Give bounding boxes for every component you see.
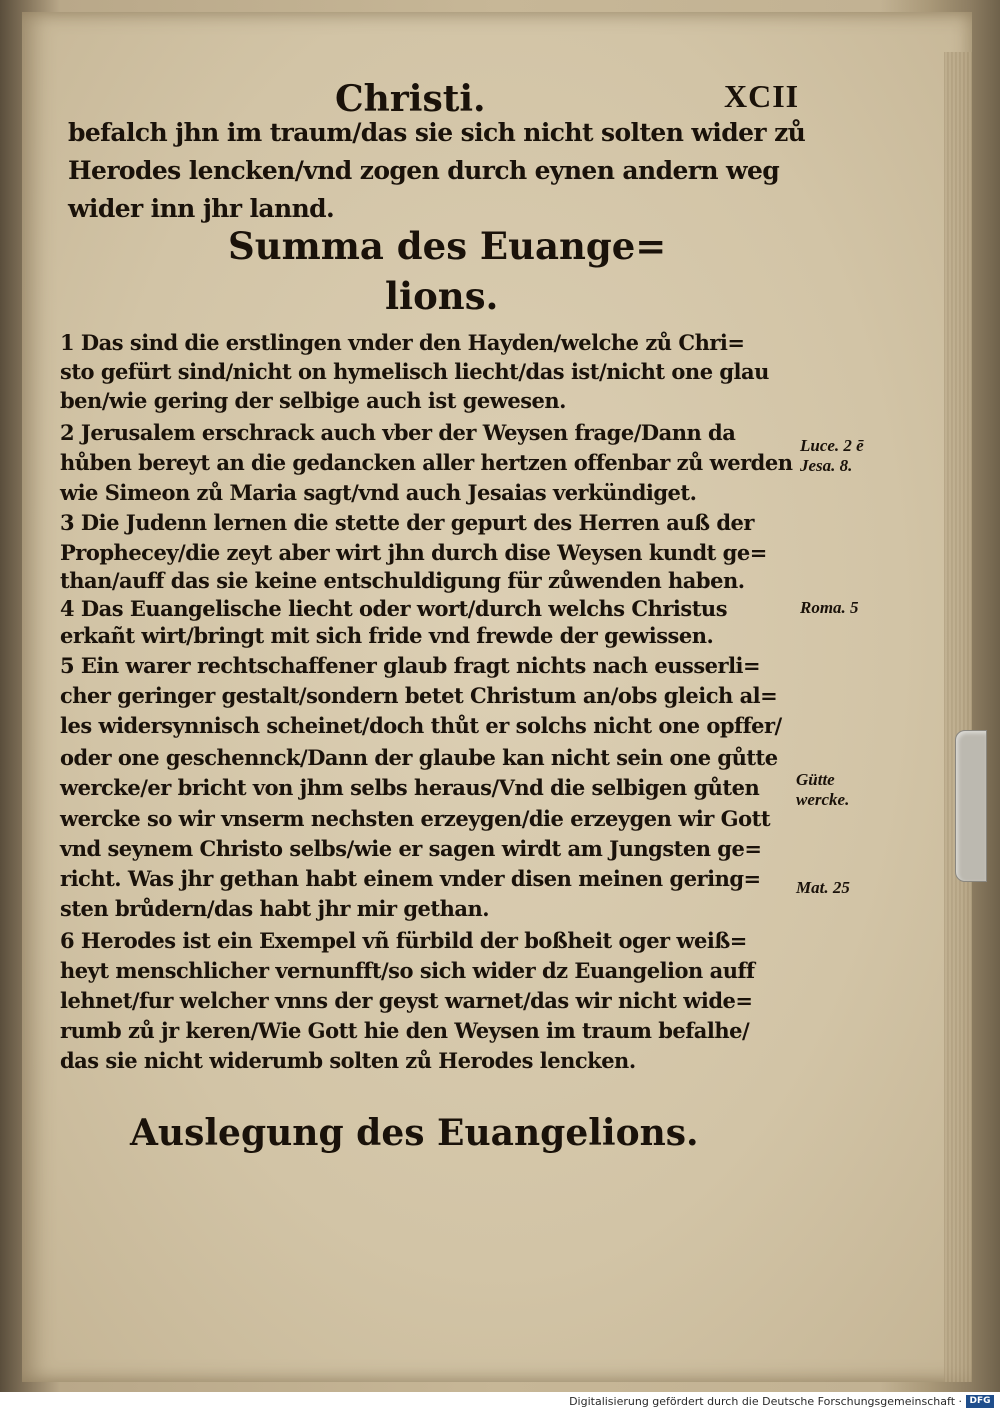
summa-line: erkañt wirt/bringt mit sich fride vnd frewde der gewissen.	[60, 623, 714, 648]
summa-line: heyt menschlicher vernunfft/so sich wider dz Euangelion auff	[60, 958, 755, 983]
summa-line: 5 Ein warer rechtschaffener glaub fragt nichts nach eusserli=	[60, 653, 761, 678]
summa-line: les widersynnisch scheinet/doch thůt er solchs nicht one opffer/	[60, 713, 782, 738]
running-title: Christi.	[335, 78, 486, 120]
page-clip-tab	[955, 730, 987, 882]
summa-line: oder one geschennck/Dann der glaube kan nicht sein one gůtte	[60, 745, 778, 770]
footer-bar	[0, 1392, 1000, 1412]
intro-line: befalch jhn im traum/das sie sich nicht solten wider zů	[68, 118, 806, 147]
summa-line: wercke so wir vnserm nechsten erzeygen/die erzeygen wir Gott	[60, 806, 771, 831]
summa-line: 4 Das Euangelische liecht oder wort/durch welchs Christus	[60, 596, 728, 621]
summa-line: lehnet/fur welcher vnns der geyst warnet/das wir nicht wide=	[60, 988, 753, 1013]
summa-line: ben/wie gering der selbige auch ist gewesen.	[60, 388, 566, 413]
margin-note-luce: Luce. 2 ē Jesa. 8.	[800, 436, 864, 475]
summa-line: 3 Die Judenn lernen die stette der gepurt des Herren auß der	[60, 510, 754, 535]
footer-credit: Digitalisierung gefördert durch die Deutsche Forschungsgemeinschaft ·	[569, 1395, 962, 1408]
margin-note-guette: Gütte wercke.	[796, 770, 850, 809]
page-edges	[944, 52, 972, 1382]
summa-line: 2 Jerusalem erschrack auch vber der Weysen frage/Dann da	[60, 420, 736, 445]
intro-line: wider inn jhr lannd.	[68, 194, 335, 223]
margin-note-roma: Roma. 5	[800, 598, 859, 617]
summa-line: cher geringer gestalt/sondern betet Christum an/obs gleich al=	[60, 683, 778, 708]
summa-line: 6 Herodes ist ein Exempel vñ fürbild der boßheit oger weiß=	[60, 928, 747, 953]
margin-note-mat: Mat. 25	[796, 878, 850, 897]
auslegung-heading: Auslegung des Euangelions.	[130, 1112, 699, 1154]
summa-heading-line2: lions.	[385, 274, 499, 318]
summa-line: richt. Was jhr gethan habt einem vnder disen meinen gering=	[60, 866, 761, 891]
summa-line: das sie nicht widerumb solten zů Herodes lencken.	[60, 1048, 636, 1073]
summa-line: Prophecey/die zeyt aber wirt jhn durch dise Weysen kundt ge=	[60, 540, 767, 565]
summa-line: rumb zů jr keren/Wie Gott hie den Weysen im traum befalhe/	[60, 1018, 750, 1043]
intro-line: Herodes lencken/vnd zogen durch eynen andern weg	[68, 156, 780, 185]
summa-line: 1 Das sind die erstlingen vnder den Hayden/welche zů Chri=	[60, 330, 745, 355]
summa-line: sten brůdern/das habt jhr mir gethan.	[60, 896, 490, 921]
summa-heading-line1: Summa des Euange=	[228, 224, 667, 268]
summa-line: vnd seynem Christo selbs/wie er sagen wirdt am Jungsten ge=	[60, 836, 762, 861]
summa-line: sto gefürt sind/nicht on hymelisch liecht/das ist/nicht one glau	[60, 359, 769, 384]
dfg-logo: DFG	[966, 1395, 994, 1408]
folio-number: XCII	[724, 78, 800, 114]
summa-line: hůben bereyt an die gedancken aller hertzen offenbar zů werden	[60, 450, 793, 475]
summa-line: wercke/er bricht von jhm selbs heraus/Vnd die selbigen gůten	[60, 775, 760, 800]
summa-line: than/auff das sie keine entschuldigung für zůwenden haben.	[60, 568, 745, 593]
summa-line: wie Simeon zů Maria sagt/vnd auch Jesaias verkündiget.	[60, 480, 697, 505]
